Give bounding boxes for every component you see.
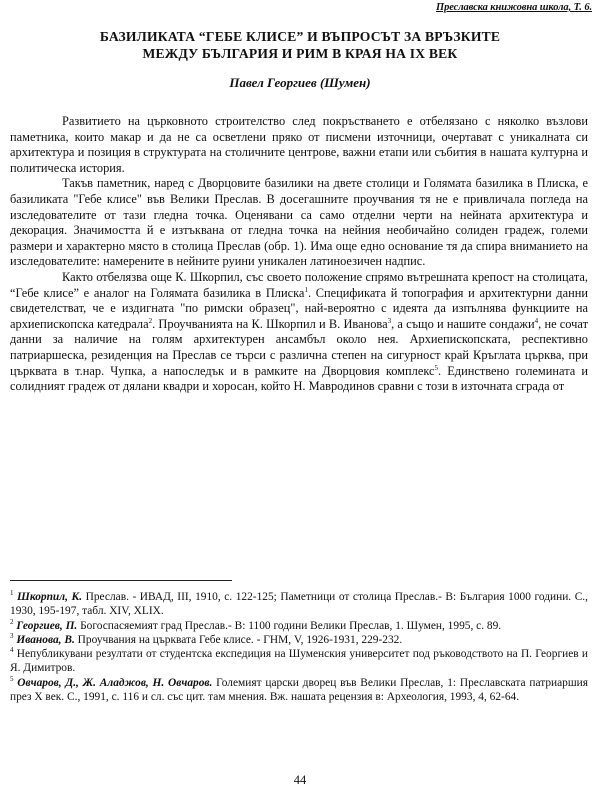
paragraph-3-part-e: , не сочат данни за наличие на голям архитектурен ансамбъл около нея. Архиепископската, респективно патриаршеска, резиденция на Преслав се търси с различна степен на сигурност край Кръглата църква, при църквата в т.нар. Чупка, а напоследък и в рамките на Дворцовия комплекс — [10, 316, 588, 378]
footnote-author: Георгиев, П. — [16, 619, 78, 632]
footnote-ref-1[interactable]: 1 — [304, 285, 308, 294]
footnote-ref-5[interactable]: 5 — [434, 363, 439, 372]
article-title-line-1: БАЗИЛИКАТА “ГЕБЕ КЛИСЕ” И ВЪПРОСЪТ ЗА ВРЪЗКИТЕ — [99, 29, 501, 44]
paragraph-1: Развитието на църковното строителство след покръстването е отбелязано с няколко възлови паметника, които макар и да не са осветлени пряко от писмени източници, очертават с уникалната си архитектура и позиция в структурата на столичните центрове, важни етапи или събития в нашата културна и политическа история. — [10, 114, 588, 175]
paragraph-3-part-a: Както отбелязва още К. Шкорпил, със своето положение спрямо вътрешната крепост на столицата, “Гебе клисе” е аналог на Голямата базилика в Плиска — [10, 269, 588, 300]
footnote-ref-4[interactable]: 4 — [534, 316, 539, 325]
paragraph-3-part-b: . Спецификата й топография и архитектурни данни свидетелстват, че е издигната "по римски образец", най-вероятно с идеята да изпълнява функциите на архиепископска катедрала — [10, 285, 588, 331]
footnote-number: 2 — [10, 617, 14, 626]
footnote-2 — [10, 619, 588, 633]
footnote-3 — [10, 633, 588, 647]
paragraph-3-part-f: . Единствено големината и солидният градеж от дялани квадри и хоросан, който Н. Мавродинов сравни с този в източната сграда от — [10, 363, 588, 394]
page-number: 44 — [293, 773, 307, 787]
footnote-text: Големият царски дворец във Велики Преслав, 1: Преславската патриаршия през Х век. С., 1991, с. 116 и сл. със цит. там мнения. Вж. нашата рецензия в: Археология, 1993, 4, 62-64. — [10, 676, 588, 704]
paragraph-2: Такъв паметник, наред с Дворцовите базилики на двете столици и Голямата базилика в Плиска, е базиликата "Гебе клисе" във Велики Преслав. В досегашните проучвания тя не е привличала погледа на изследователите от тази гледна точка. Оценявани са само отделни черти на нейната архитектура и декорация. Значимостта й е изтъквана от гледна точка на нейния необичайно солиден градеж, големи размери и характерно място в столица Преслав (обр. 1). Има още едно основание тя да спира вниманието на изследователите: намерените в нейните руини уникален латиноезичен надпис. — [10, 176, 588, 269]
footnote-text: Непубликувани резултати от студентска експедиция на Шуменския университет под ръководството на П. Георгиев и Я. Димитров. — [10, 648, 588, 675]
footnote-text: Преслав. - ИВАД, III, 1910, с. 122-125; Паметници от столица Преслав.- В: България 1000 години. С., 1930, 195-197, табл. XIV, XLIX. — [10, 591, 588, 618]
footnote-text: Богоспасяемият град Преслав.- В: 1100 години Велики Преслав, 1. Шумен, 1995, с. 89. — [77, 619, 502, 632]
footnote-5 — [10, 676, 588, 705]
article-title-line-2: МЕЖДУ БЪЛГАРИЯ И РИМ В КРАЯ НА IX ВЕК — [142, 46, 458, 61]
paragraph-3-part-d: , а също и нашите сондажи — [391, 316, 535, 331]
footnote-author: Иванова, В. — [16, 633, 75, 646]
footnote-number: 5 — [10, 674, 14, 683]
footnote-1 — [10, 590, 588, 619]
article-body — [10, 114, 588, 395]
paragraph-3 — [10, 270, 588, 395]
footnote-ref-2[interactable]: 2 — [148, 316, 153, 325]
footnote-number: 1 — [10, 589, 14, 598]
running-header: Преславска книжовна школа, Т. 6. — [436, 2, 592, 13]
article-author: Павел Георгиев (Шумен) — [229, 75, 371, 90]
footnote-author: Овчаров, Д., Ж. Аладжов, Н. Овчаров. — [17, 676, 213, 689]
footnote-ref-3[interactable]: 3 — [387, 316, 392, 325]
article-title — [22, 28, 578, 62]
footnote-4 — [10, 647, 588, 676]
footnote-number: 3 — [10, 632, 14, 641]
paragraph-3-part-c: . Проучванията на К. Шкорпил и В. Иванова — [152, 316, 388, 331]
footnotes — [10, 590, 588, 704]
footnote-author: Шкорпил, К. — [17, 591, 83, 603]
footnote-text: Проучвания на църквата Гебе клисе. - ГНМ, V, 1926-1931, 229-232. — [74, 633, 403, 646]
footnote-divider — [10, 580, 232, 581]
footnote-number: 4 — [10, 646, 14, 655]
